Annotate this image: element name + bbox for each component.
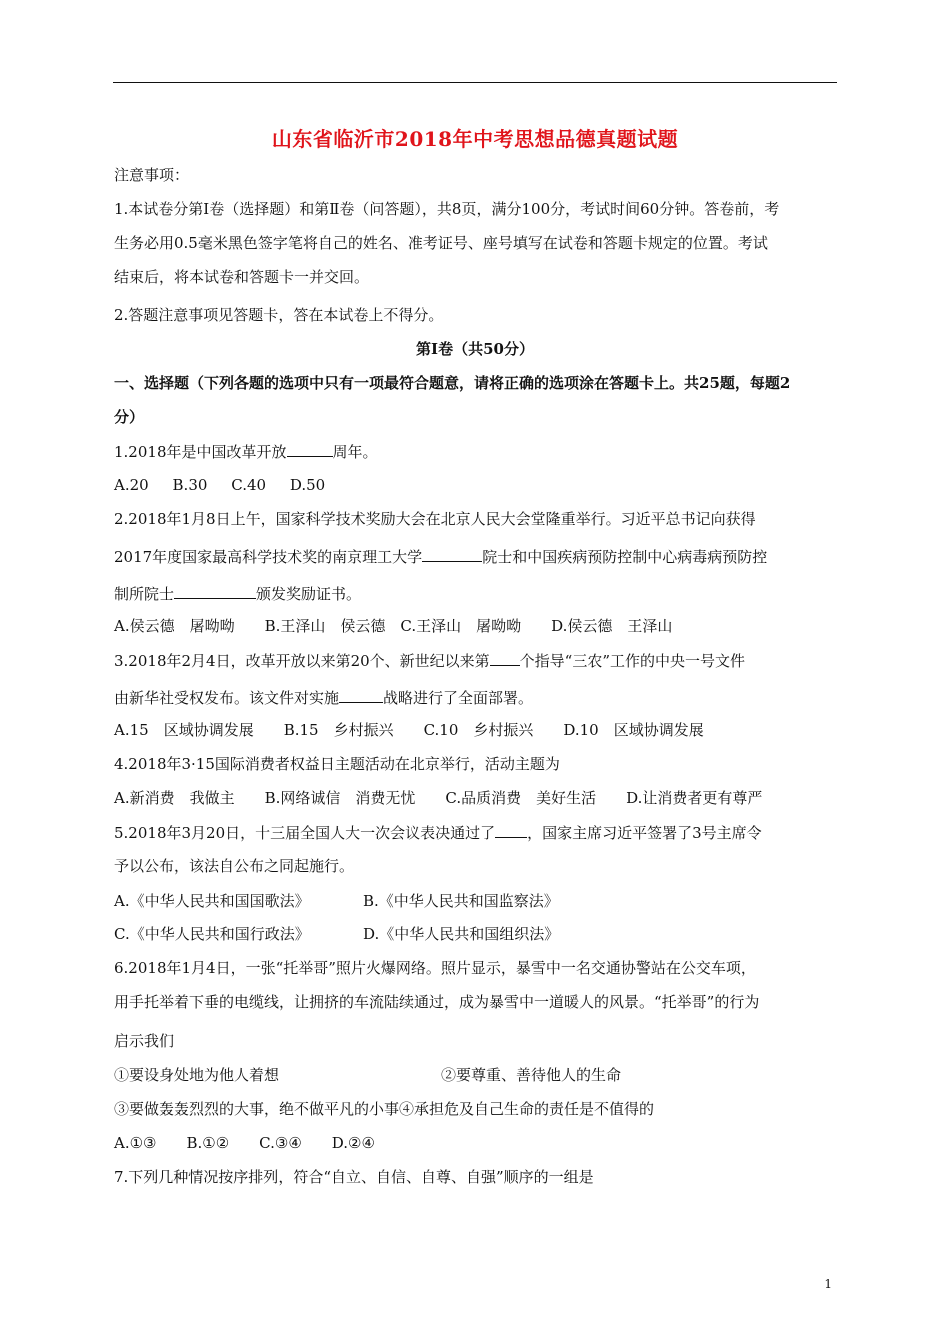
- q5-options-row-2: [114, 924, 559, 944]
- q6-statements-row-1: [114, 1065, 621, 1085]
- header-rule: [113, 82, 837, 83]
- q2-blank-2: [174, 583, 256, 599]
- q7-line-1: 7.下列几种情况按序排列，符合“自立、自信、自尊、自强”顺序的一组是: [114, 1168, 594, 1186]
- q6-statement-3: ③要做轰轰烈烈的大事，绝不做平凡的小事: [114, 1100, 400, 1118]
- q5-option-a: A.《中华人民共和国国歌法》: [114, 892, 310, 910]
- q3-line-2-text-a: 由新华社受权发布。该文件对实施: [114, 689, 340, 707]
- q2-line-2-text-b: 院士和中国疾病预防控制中心病毒病预防控: [482, 548, 768, 566]
- q6-statements-row-2: [114, 1099, 654, 1119]
- q5-options-row-1: [114, 891, 559, 911]
- notice-1-line-1: 1.本试卷分第Ⅰ卷（选择题）和第Ⅱ卷（问答题），共8页，满分100分，考试时间60分钟。答卷前，考: [114, 200, 780, 218]
- q2-line-2: [114, 546, 767, 567]
- q4-options: A.新消费 我做主 B.网络诚信 消费无忧 C.品质消费 美好生活 D.让消费者更有尊严: [114, 789, 763, 807]
- q4-line-1: 4.2018年3·15国际消费者权益日主题活动在北京举行，活动主题为: [114, 755, 560, 773]
- q5-line-1-text-a: 5.2018年3月20日，十三届全国人大一次会议表决通过了: [114, 824, 496, 842]
- q2-options: A.侯云德 屠呦呦 B.王泽山 侯云德 C.王泽山 屠呦呦 D.侯云德 王泽山: [114, 617, 673, 635]
- notice-1-line-3: 结束后，将本试卷和答题卡一并交回。: [114, 268, 370, 286]
- q1-text-a: 1.2018年是中国改革开放: [114, 443, 287, 461]
- q6-line-3: 启示我们: [114, 1032, 175, 1050]
- q3-options: A.15 区域协调发展 B.15 乡村振兴 C.10 乡村振兴 D.10 区域协调发展: [114, 721, 704, 739]
- part1-instruction-line-2: 分）: [114, 408, 145, 426]
- q5-option-c: C.《中华人民共和国行政法》: [114, 925, 310, 943]
- q5-option-b: B.《中华人民共和国监察法》: [363, 892, 559, 910]
- q6-line-2: 用手托举着下垂的电缆线，让拥挤的车流陆续通过，成为暴雪中一道暖人的风景。“托举哥”的行为: [114, 993, 760, 1011]
- q5-line-1: [114, 822, 762, 843]
- q3-line-1: [114, 650, 745, 671]
- q5-line-2: 予以公布，该法自公布之同起施行。: [114, 857, 355, 875]
- q5-line-1-text-b: ，国家主席习近平签署了3号主席令: [527, 824, 762, 842]
- q2-line-3-text-b: 颁发奖励证书。: [256, 585, 362, 603]
- q3-blank-1: [490, 650, 520, 666]
- page-number: 1: [824, 1277, 832, 1291]
- part1-instruction-line-1: 一、选择题（下列各题的选项中只有一项最符合题意，请将正确的选项涂在答题卡上。共25题，每题2: [114, 374, 791, 392]
- q6-line-1: 6.2018年1月4日，一张“托举哥”照片火爆网络。照片显示，暴雪中一名交通协警站在公交车项，: [114, 959, 756, 977]
- q2-line-2-text-a: 2017年度国家最高科学技术奖的南京理工大学: [114, 548, 423, 566]
- q3-line-2: [114, 687, 533, 708]
- q3-line-2-text-b: 战略进行了全面部署。: [383, 689, 534, 707]
- notice-2: 2.答题注意事项见答题卡，答在本试卷上不得分。: [114, 306, 444, 324]
- q2-line-3: [114, 583, 361, 604]
- q3-line-1-text-a: 3.2018年2月4日，改革开放以来第20个、新世纪以来第: [114, 652, 490, 670]
- q1-blank: [287, 441, 333, 457]
- page-title: 山东省临沂市2018年中考思想品德真题试题: [271, 127, 679, 151]
- q1-text-b: 周年。: [332, 443, 378, 461]
- q2-line-1: 2.2018年1月8日上午，国家科学技术奖励大会在北京人民大会堂隆重举行。习近平总书记向获得: [114, 510, 756, 528]
- q6-statement-2: ②要尊重、善待他人的生命: [441, 1066, 622, 1084]
- q6-statement-1: ①要设身处地为他人着想: [114, 1066, 280, 1084]
- notice-heading: 注意事项：: [114, 166, 190, 184]
- q2-line-3-text-a: 制所院士: [114, 585, 175, 603]
- notice-1-line-2: 生务必用0.5毫米黑色签字笔将自己的姓名、准考证号、座号填写在试卷和答题卡规定的位置。考试: [114, 234, 768, 252]
- q5-option-d: D.《中华人民共和国组织法》: [363, 925, 560, 943]
- q3-blank-2: [339, 687, 383, 703]
- question-1: [114, 441, 378, 462]
- q5-blank: [495, 822, 527, 838]
- q2-blank-1: [422, 546, 482, 562]
- q1-options: A.20 B.30 C.40 D.50: [114, 476, 326, 494]
- q3-line-1-text-b: 个指导“三农”工作的中央一号文件: [519, 652, 746, 670]
- q6-options: A.①③ B.①② C.③④ D.②④: [114, 1134, 375, 1152]
- q6-statement-4: ④承担危及自己生命的责任是不值得的: [399, 1100, 655, 1118]
- section-title: 第Ⅰ卷（共50分）: [416, 340, 534, 358]
